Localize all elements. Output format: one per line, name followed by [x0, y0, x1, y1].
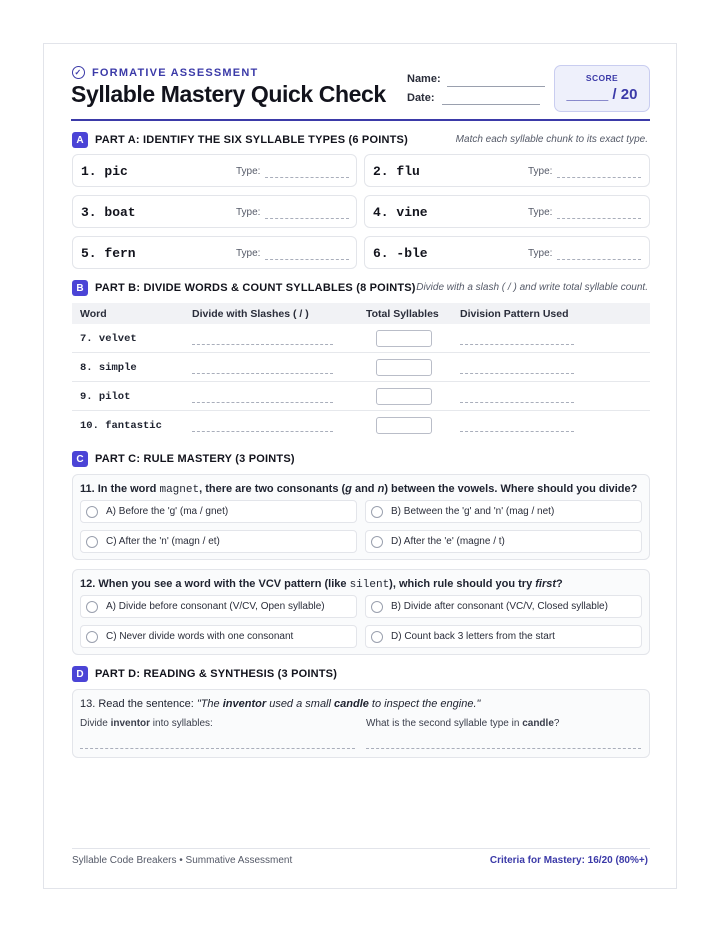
option-label: A) Before the 'g' (ma / gnet)	[106, 506, 229, 517]
check-circle-icon: ✓	[72, 66, 85, 79]
total-syllables-input[interactable]	[376, 388, 432, 405]
part-a-item-2	[364, 154, 650, 187]
part-a-title: PART A: IDENTIFY THE SIX SYLLABLE TYPES (6 POINTS)	[95, 134, 408, 146]
pattern-answer-field[interactable]	[460, 402, 574, 403]
table-row	[72, 324, 650, 353]
part-a-hint: Match each syllable chunk to its exact type.	[455, 134, 648, 145]
type-answer-field[interactable]	[557, 218, 641, 219]
q13-s3: to inspect the engine."	[368, 698, 481, 710]
part-b-heading	[72, 280, 416, 296]
radio-icon[interactable]	[371, 536, 383, 548]
type-label: Type:	[528, 207, 553, 218]
col-word: Word	[80, 307, 107, 320]
q11-option-d[interactable]	[365, 530, 642, 553]
part-d-badge: D	[72, 666, 88, 682]
q11-code: magnet	[159, 484, 200, 496]
type-answer-field[interactable]	[557, 177, 641, 178]
radio-icon[interactable]	[371, 506, 383, 518]
question-13-text	[80, 698, 480, 710]
left-post: into syllables:	[150, 718, 213, 729]
table-row	[72, 353, 650, 382]
radio-icon[interactable]	[86, 631, 98, 643]
part-a-badge: A	[72, 132, 88, 148]
divide-answer-field[interactable]	[192, 402, 333, 403]
name-label: Name:	[407, 73, 441, 85]
radio-icon[interactable]	[86, 506, 98, 518]
page-title: Syllable Mastery Quick Check	[71, 81, 386, 107]
part-c-badge: C	[72, 451, 88, 467]
q13-right-prompt	[366, 718, 559, 729]
score-box	[554, 65, 650, 112]
option-label: C) After the 'n' (magn / et)	[106, 536, 220, 547]
date-field[interactable]	[442, 104, 540, 105]
type-label: Type:	[528, 166, 553, 177]
radio-icon[interactable]	[371, 631, 383, 643]
item-chunk: 6. -ble	[373, 246, 428, 261]
header-divider	[71, 119, 650, 121]
right-pre: What is the second syllable type in	[366, 718, 523, 729]
kicker-text: FORMATIVE ASSESSMENT	[92, 66, 259, 79]
type-label: Type:	[236, 207, 261, 218]
item-chunk: 5. fern	[81, 246, 136, 261]
score-value: _____ / 20	[566, 86, 638, 103]
option-label: C) Never divide words with one consonant	[106, 631, 294, 642]
type-label: Type:	[236, 166, 261, 177]
q12-post: ?	[556, 578, 563, 590]
question-12-text	[80, 578, 563, 591]
question-11-text	[80, 483, 637, 496]
q12-option-d[interactable]	[365, 625, 642, 648]
part-b-badge: B	[72, 280, 88, 296]
part-d-title: PART D: READING & SYNTHESIS (3 POINTS)	[95, 668, 338, 680]
option-label: D) Count back 3 letters from the start	[391, 631, 555, 642]
q11-option-c[interactable]	[80, 530, 357, 553]
q11-g: g	[345, 483, 352, 495]
q13-left-prompt	[80, 718, 213, 729]
word-cell: 10. fantastic	[80, 420, 162, 432]
option-label: D) After the 'e' (magne / t)	[391, 536, 505, 547]
item-chunk: 3. boat	[81, 205, 136, 220]
q13-w1: inventor	[222, 698, 267, 710]
part-c-heading	[72, 451, 295, 467]
pattern-answer-field[interactable]	[460, 373, 574, 374]
col-total: Total Syllables	[366, 307, 439, 320]
radio-icon[interactable]	[86, 601, 98, 613]
q11-and: and	[351, 483, 378, 495]
left-pre: Divide	[80, 718, 111, 729]
q13-right-answer-field[interactable]	[366, 748, 641, 749]
q11-option-a[interactable]	[80, 500, 357, 523]
word-cell: 8. simple	[80, 362, 137, 374]
q11-n: n	[377, 483, 385, 495]
q12-option-b[interactable]	[365, 595, 642, 618]
worksheet	[43, 43, 677, 889]
name-field[interactable]	[447, 86, 545, 87]
word-cell: 7. velvet	[80, 333, 137, 345]
option-label: B) Divide after consonant (VC/V, Closed syllable)	[391, 601, 608, 612]
q13-pre: 13. Read the sentence:	[80, 698, 197, 710]
total-syllables-input[interactable]	[376, 359, 432, 376]
q13-s2: used a small	[266, 698, 335, 710]
total-syllables-input[interactable]	[376, 330, 432, 347]
q11-mid: , there are two consonants (	[199, 483, 346, 495]
q12-mid: ), which rule should you try	[389, 578, 536, 590]
q12-em: first	[535, 578, 557, 590]
q12-option-a[interactable]	[80, 595, 357, 618]
pattern-answer-field[interactable]	[460, 344, 574, 345]
table-row	[72, 382, 650, 411]
type-label: Type:	[236, 248, 261, 259]
score-label: SCORE	[585, 73, 619, 83]
type-label: Type:	[528, 248, 553, 259]
total-syllables-input[interactable]	[376, 417, 432, 434]
divide-answer-field[interactable]	[192, 431, 333, 432]
part-a-item-3	[72, 195, 357, 228]
item-chunk: 1. pic	[81, 164, 128, 179]
col-pattern: Division Pattern Used	[460, 307, 569, 320]
question-13-card	[72, 689, 650, 758]
part-a-item-6	[364, 236, 650, 269]
question-12-card	[72, 569, 650, 655]
right-word: candle	[522, 718, 554, 729]
q12-code: silent	[349, 579, 390, 591]
question-11-card	[72, 474, 650, 560]
date-label: Date:	[407, 92, 435, 104]
q13-w2: candle	[334, 698, 369, 710]
part-b-title: PART B: DIVIDE WORDS & COUNT SYLLABLES (8 POINTS)	[95, 282, 416, 294]
part-a-item-5	[72, 236, 357, 269]
table-row	[72, 411, 650, 440]
divide-answer-field[interactable]	[192, 344, 333, 345]
q11-pre: 11. In the word	[80, 483, 160, 495]
word-cell: 9. pilot	[80, 391, 131, 403]
footer-right: Criteria for Mastery: 16/20 (80%+)	[489, 855, 648, 866]
left-word: inventor	[110, 718, 151, 729]
q12-option-c[interactable]	[80, 625, 357, 648]
q12-pre: 12. When you see a word with the VCV pattern (like	[80, 578, 350, 590]
kicker	[72, 66, 258, 79]
footer-divider	[72, 848, 650, 849]
q11-post: ) between the vowels. Where should you divide?	[384, 483, 638, 495]
right-post: ?	[553, 718, 560, 729]
radio-icon[interactable]	[371, 601, 383, 613]
footer-left: Syllable Code Breakers • Summative Assessment	[72, 855, 293, 866]
q13-left-answer-field[interactable]	[80, 748, 355, 749]
part-a-item-1	[72, 154, 357, 187]
radio-icon[interactable]	[86, 536, 98, 548]
part-c-title: PART C: RULE MASTERY (3 POINTS)	[95, 453, 295, 465]
type-answer-field[interactable]	[265, 218, 349, 219]
divide-answer-field[interactable]	[192, 373, 333, 374]
type-answer-field[interactable]	[265, 177, 349, 178]
item-chunk: 4. vine	[373, 205, 428, 220]
part-d-heading	[72, 666, 337, 682]
option-label: B) Between the 'g' and 'n' (mag / net)	[391, 506, 555, 517]
type-answer-field[interactable]	[265, 259, 349, 260]
q11-option-b[interactable]	[365, 500, 642, 523]
part-b-hint: Divide with a slash ( / ) and write total syllable count.	[416, 282, 648, 293]
part-a-heading	[72, 132, 408, 148]
item-chunk: 2. flu	[373, 164, 420, 179]
table-header	[72, 303, 650, 324]
option-label: A) Divide before consonant (V/CV, Open syllable)	[106, 601, 325, 612]
pattern-answer-field[interactable]	[460, 431, 574, 432]
type-answer-field[interactable]	[557, 259, 641, 260]
col-divide: Divide with Slashes ( / )	[192, 307, 309, 320]
part-a-item-4	[364, 195, 650, 228]
q13-s1: "The	[196, 698, 223, 710]
